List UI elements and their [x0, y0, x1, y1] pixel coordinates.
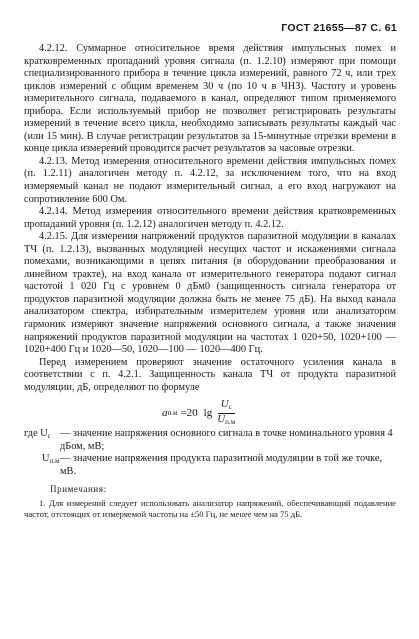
formula-equals: =20 — [180, 407, 198, 420]
definition-symbol: где $U_с$ — [24, 428, 51, 441]
definition-text: — значение напряжения основного сигнала в точке номинального уровня 4 дБом, мВ; — [60, 428, 393, 452]
definition-symbol: $U_{п.м}$ — [42, 453, 60, 466]
definition-row — [24, 453, 396, 478]
page-header: ГОСТ 21655—87 С. 61 — [281, 22, 397, 34]
paragraph-4-2-14: 4.2.14. Метод измерения относительного времени действия кратковременных пропаданий уровня (п. 1.2.12) аналогичен методу п. 4.2.12. — [24, 206, 396, 230]
paragraph-residual-gain: Перед измерением проверяют значение остаточного усиления канала в соответствии с п. 4.2.1. Защищенность канала ТЧ от продукта паразитной модуляции, дБ, определяют по формуле — [24, 356, 396, 393]
protection-formula — [24, 397, 396, 426]
formula-denominator: $U_{п.м}$ — [217, 412, 236, 426]
paragraph-4-2-15: 4.2.15. Для измерения напряжений продуктов паразитной модуляции в каналах ТЧ (п. 1.2.13), вызванных модуляцией несущих частот и искажениями сигнала помехами, возникающими в цепях питания (в оборудовании преобразования и линейном тракте), на вход канала от измерительного генератора подают сигнал частотой 1 020 Гц с уровнем 0 дБм0 (защищенность сигнала генератора от продуктов паразитной модуляции должна быть не менее 75 дБ). На выход канала анализатором спектра, избирательным измерителем уровня или анализатором гармоник измеряют значение напряжения основного сигнала, а также значения напряжений продуктов паразитной модуляции на частотах 1 020+50, 1020+100 — 1020+400 Гц и 1020—50, 1020—100 — 1020—400 Гц. — [24, 231, 396, 356]
note-item: 1. Для измерений следует использовать анализатор напряжений, обеспечивающий подавление частот, отстоящих от измеряемой частоты на ±50 Гц, не менее чем на 75 дБ. — [24, 498, 396, 519]
paragraph-4-2-13: 4.2.13. Метод измерения относительного времени действия импульсных помех (п. 1.2.11) аналогичен методу п. 4.2.12, за исключением того, что на вход измеряемый канал не подают измерительный сигнал, а его вход нагружают на сопротивление 600 Ом. — [24, 155, 396, 205]
formula-lg: lg — [203, 407, 213, 420]
formula-lhs: a — [162, 407, 168, 420]
document-body — [24, 43, 396, 519]
notes-title: Примечания: — [50, 483, 107, 494]
paragraph-4-2-12: 4.2.12. Суммарное относительное время действия импульсных помех и кратковременных пропаданий уровня сигнала (п. 1.2.10) измеряют при помощи специализированного прибора в течение цикла измерений, равного 72 ч, или трех циклов измерений с общим временем 30 ч (по 10 ч в ЧНЗ). Частоту и уровень измерительного сигнала, подаваемого в канал, определяют типом применяемого прибора. Если используемый прибор не позволяет регистрировать результаты измерений в течение всего цикла, необходимо записывать результаты каждый час (или 15 мин). В случае регистрации результатов за 15-минутные отрезки времени в конце цикла измерений проводится расчет результатов за часовые отрезки. — [24, 43, 396, 155]
definition-text: — значение напряжения продукта паразитной модуляции в той же точке, мВ. — [60, 453, 383, 477]
formula-lhs-sub: п.м — [167, 409, 178, 418]
definition-row — [24, 428, 396, 453]
formula-fraction — [217, 399, 235, 428]
formula-numerator: $U_с$ — [218, 399, 235, 414]
formula-definitions — [24, 428, 396, 478]
